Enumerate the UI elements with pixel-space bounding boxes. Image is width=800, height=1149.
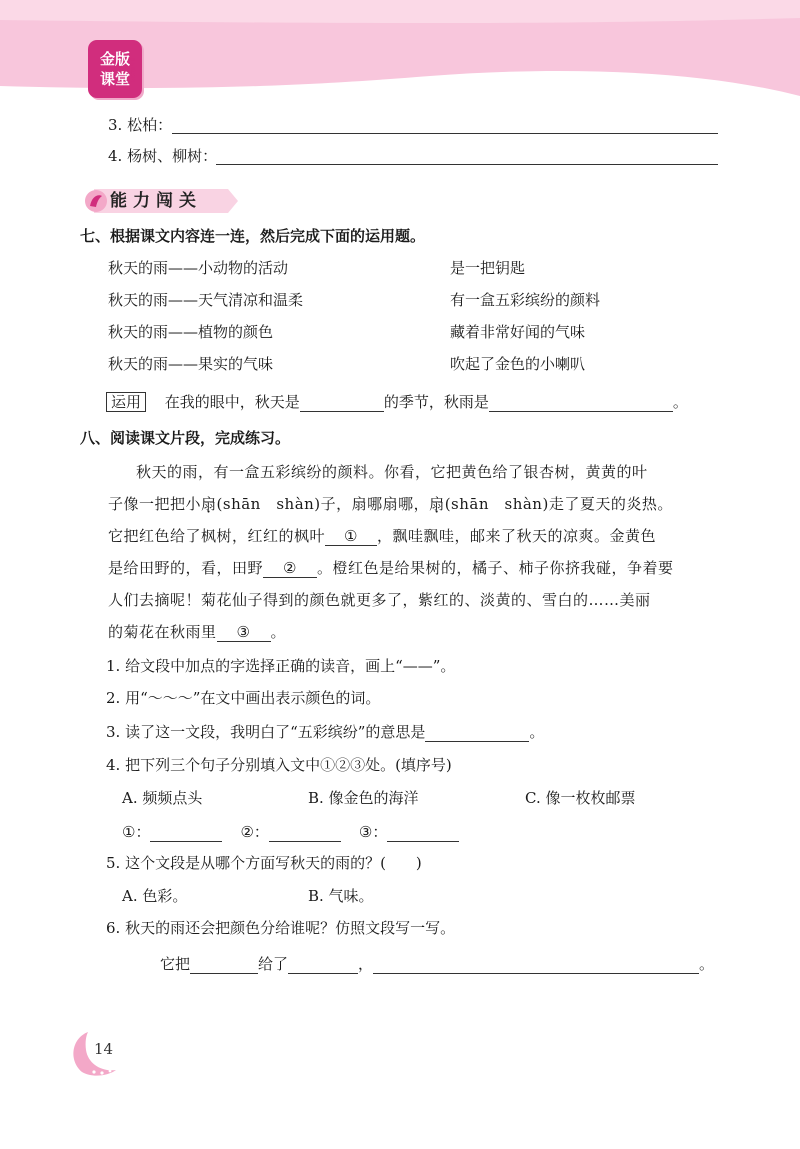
apply-label-box: 运用 — [106, 392, 146, 412]
sub-3-blank[interactable] — [425, 723, 529, 742]
sub-3-end: 。 — [529, 723, 545, 741]
passage-blank-1[interactable]: ① — [325, 527, 377, 546]
logo-line2: 课堂 — [99, 70, 130, 88]
apply-text-2: 的季节，秋雨是 — [383, 393, 489, 411]
passage-text: ，飘哇飘哇，邮来了秋天的凉爽。金黄色 — [377, 527, 657, 545]
answer-label-1: ①： — [122, 823, 151, 841]
passage-line-6 — [108, 619, 728, 645]
sub-6-text-b: 给了 — [258, 955, 289, 973]
apply-text-1: 在我的眼中，秋天是 — [164, 393, 300, 411]
passage-blank-2[interactable]: ② — [263, 559, 317, 578]
q7-apply-row — [106, 392, 688, 412]
answer-blank-2[interactable] — [269, 823, 341, 842]
brand-logo — [88, 40, 142, 98]
logo-sub: JINBAN — [129, 58, 137, 82]
q7-right-item-1[interactable]: 是一把钥匙 — [450, 259, 526, 277]
apply-blank-2[interactable] — [489, 393, 673, 412]
dotted-char-2: 扇 — [429, 495, 445, 513]
q7-right-item-2[interactable]: 有一盒五彩缤纷的颜料 — [450, 291, 601, 309]
q7-title: 七、根据课文内容连一连，然后完成下面的运用题。 — [80, 227, 426, 245]
sub-6-blank-3[interactable] — [373, 955, 699, 974]
answer-blank-3[interactable] — [387, 823, 459, 842]
answer-label-2: ②： — [240, 823, 269, 841]
page-number: 14 — [94, 1040, 114, 1058]
q8-sub-6: 6. 秋天的雨还会把颜色分给谁呢？仿照文段写一写。 — [106, 919, 456, 937]
q8-sub-2: 2. 用“～～～”在文中画出表示颜色的词。 — [106, 689, 381, 707]
passage-text: 是给田野的，看，田野 — [108, 559, 264, 577]
sub-4-option-c[interactable]: C. 像一枚枚邮票 — [525, 789, 636, 807]
q8-sub-3 — [106, 722, 544, 742]
answer-label-3: ③： — [358, 823, 388, 841]
passage-line-4 — [108, 555, 728, 581]
passage-line-3 — [108, 523, 728, 549]
q8-sub-4: 4. 把下列三个句子分别填入文中①②③处。(填序号) — [106, 756, 452, 774]
apply-end: 。 — [672, 393, 688, 411]
q7-left-item-3[interactable]: 秋天的雨——植物的颜色 — [108, 323, 274, 341]
item-3-label: 3. 松柏： — [108, 116, 173, 134]
q7-right-item-3[interactable]: 藏着非常好闻的气味 — [450, 323, 586, 341]
passage-text: 子像一把把小 — [108, 495, 202, 513]
q8-sub-1: 1. 给文段中加点的字选择正确的读音，画上“——”。 — [106, 657, 456, 675]
item-3-answer-line[interactable] — [172, 133, 718, 134]
logo-line1: 金版 — [99, 50, 130, 68]
apply-blank-1[interactable] — [300, 393, 384, 412]
passage-text: (shān shàn)走了夏天的炎热。 — [444, 495, 673, 513]
passage-text: (shān shàn)子，扇哪扇哪， — [216, 495, 430, 513]
sub-6-blank-2[interactable] — [288, 955, 358, 974]
sub-4-option-a[interactable]: A. 频频点头 — [122, 789, 203, 807]
passage-line-1: 秋天的雨，有一盒五彩缤纷的颜料。你看，它把黄色给了银杏树，黄黄的叶 — [136, 463, 648, 481]
q7-left-item-1[interactable]: 秋天的雨——小动物的活动 — [108, 259, 289, 277]
passage-line-5: 人们去摘呢！菊花仙子得到的颜色就更多了，紫红的、淡黄的、雪白的……美丽 — [108, 591, 651, 609]
passage-blank-3[interactable]: ③ — [217, 623, 271, 642]
answer-blank-1[interactable] — [150, 823, 222, 842]
passage-line-2 — [108, 491, 728, 517]
sub-4-option-b[interactable]: B. 像金色的海洋 — [308, 789, 419, 807]
item-4-label: 4. 杨树、柳树： — [108, 147, 218, 165]
q7-left-item-4[interactable]: 秋天的雨——果实的气味 — [108, 355, 274, 373]
sub-6-comma: ， — [358, 955, 374, 973]
sub-3-text: 3. 读了这一文段，我明白了“五彩缤纷”的意思是 — [106, 723, 426, 741]
q8-title: 八、阅读课文片段，完成练习。 — [80, 429, 291, 447]
q8-sub-5: 5. 这个文段是从哪个方面写秋天的雨的？( ) — [106, 854, 422, 872]
section-banner-title: 能力闯关 — [110, 191, 202, 211]
dotted-char-1: 扇 — [201, 495, 217, 513]
sub-6-end: 。 — [699, 955, 715, 973]
sub-4-answers — [122, 822, 459, 842]
passage-text: 。橙红色是给果树的，橘子、柿子你挤我碰，争着要 — [317, 559, 674, 577]
item-4-answer-line[interactable] — [216, 164, 718, 165]
q7-right-item-4[interactable]: 吹起了金色的小喇叭 — [450, 355, 586, 373]
passage-text: 。 — [270, 623, 287, 641]
passage-text: 它把红色给了枫树，红红的枫叶 — [108, 527, 326, 545]
sub-5-option-b[interactable]: B. 气味。 — [308, 887, 374, 905]
passage-text: 的菊花在秋雨里 — [108, 623, 217, 641]
sub-6-text-a: 它把 — [160, 955, 191, 973]
q7-left-item-2[interactable]: 秋天的雨——天气清凉和温柔 — [108, 291, 304, 309]
sub-6-blank-1[interactable] — [190, 955, 258, 974]
sub-5-option-a[interactable]: A. 色彩。 — [122, 887, 188, 905]
sub-6-answer-row — [160, 954, 714, 974]
